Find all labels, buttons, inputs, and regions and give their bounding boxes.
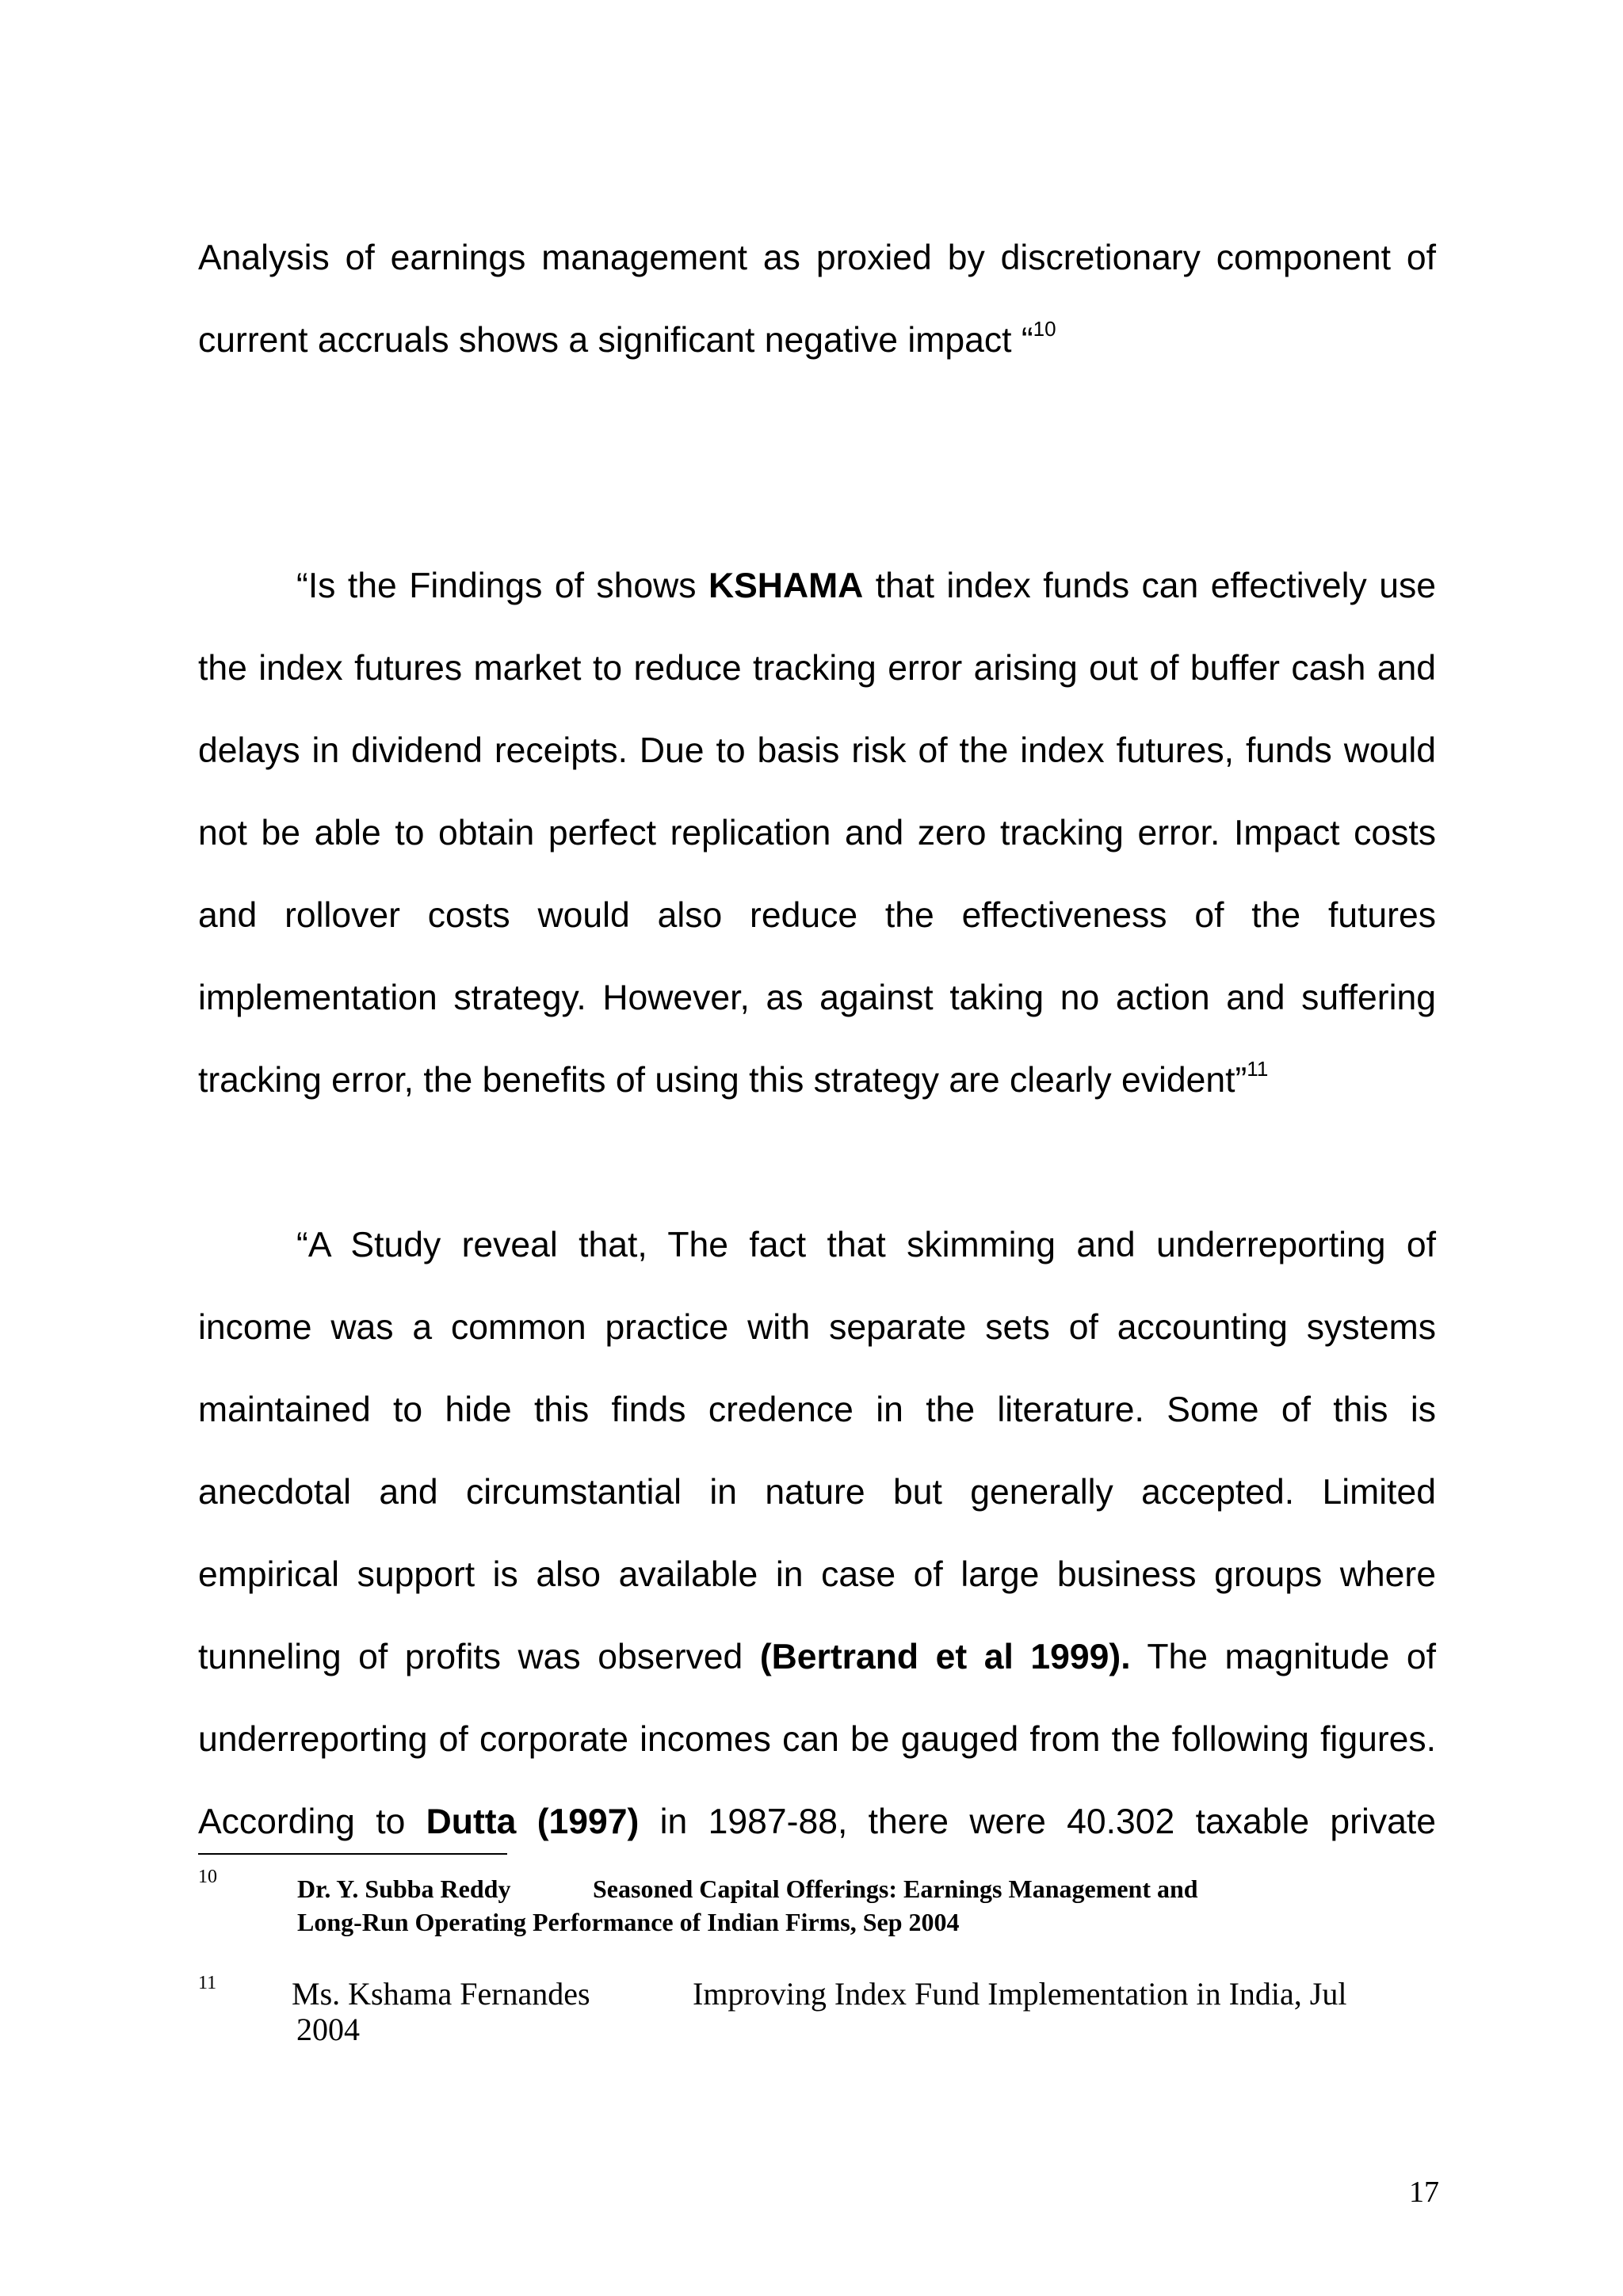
paragraph-2-line-2: the index futures market to reduce tracking error arising out of buffer cash and	[198, 649, 1436, 688]
paragraph-3-line-4: anecdotal and circumstantial in nature but generally accepted. Limited	[198, 1473, 1436, 1512]
paragraph-2-line-7-text: tracking error, the benefits of using this strategy are clearly evident”	[198, 1061, 1247, 1100]
paragraph-3-line-2: income was a common practice with separate sets of accounting systems	[198, 1308, 1436, 1347]
footnote-10-author: Dr. Y. Subba Reddy	[297, 1875, 511, 1903]
paragraph-2-line-1-start: “Is the Findings of shows	[296, 566, 708, 605]
paragraph-2-line-3: delays in dividend receipts. Due to basis risk of the index futures, funds would	[198, 731, 1436, 770]
footnote-11-number: 11	[198, 1973, 217, 1993]
paragraph-3-line-6	[198, 1634, 1436, 1681]
footnote-10-title-line-2: Long-Run Operating Performance of Indian Firms, Sep 2004	[297, 1908, 960, 1936]
footnote-11-author: Ms. Kshama Fernandes	[292, 1976, 590, 2012]
footnote-separator	[198, 1853, 507, 1855]
paragraph-2-line-6: implementation strategy. However, as against taking no action and suffering	[198, 978, 1436, 1017]
paragraph-1-line-2-text: current accruals shows a significant negative impact “	[198, 321, 1033, 360]
footnote-ref-11: 11	[1247, 1057, 1269, 1081]
footnote-10-title-line-1: Seasoned Capital Offerings: Earnings Management and	[593, 1875, 1198, 1903]
paragraph-3-line-5: empirical support is also available in case of large business groups where	[198, 1555, 1436, 1594]
page-number: 17	[1409, 2176, 1439, 2209]
paragraph-3-line-8	[198, 1798, 1436, 1846]
citation-bertrand: (Bertrand et al 1999).	[759, 1638, 1131, 1676]
paragraph-3-line-3: maintained to hide this finds credence in the literature. Some of this is	[198, 1390, 1436, 1429]
paragraph-3-line-6-end: The magnitude of	[1130, 1638, 1436, 1676]
paragraph-3-line-7: underreporting of corporate incomes can be gauged from the following figures.	[198, 1720, 1436, 1759]
year-1997: (1997)	[537, 1802, 640, 1841]
paragraph-2-line-1-end: that index funds can effectively use	[863, 566, 1436, 605]
paragraph-2-line-5: and rollover costs would also reduce the effectiveness of the futures	[198, 896, 1436, 935]
name-kshama: KSHAMA	[708, 566, 864, 605]
footnote-11-title-line-1: Improving Index Fund Implementation in India, Jul	[693, 1976, 1347, 2012]
footnote-11-title-line-2: 2004	[296, 2012, 360, 2047]
author-dutta: Dutta	[426, 1802, 517, 1841]
paragraph-2-line-1	[296, 563, 1436, 610]
paragraph-3-line-8-end: in 1987-88, there were 40.302 taxable private	[639, 1802, 1436, 1841]
paragraph-3-line-1: “A Study reveal that, The fact that skimming and underreporting of	[296, 1226, 1436, 1264]
footnote-ref-10: 10	[1033, 317, 1056, 341]
paragraph-3-line-6-start: tunneling of profits was observed	[198, 1638, 760, 1676]
paragraph-2-line-4: not be able to obtain perfect replication and zero tracking error. Impact costs	[198, 814, 1436, 852]
footnote-10-number: 10	[198, 1867, 217, 1887]
paragraph-2-line-7	[198, 1057, 1436, 1104]
paragraph-1-line-1: Analysis of earnings management as proxied by discretionary component of	[198, 238, 1436, 277]
paragraph-3-line-8-start: According to	[198, 1802, 426, 1841]
paragraph-1-line-2	[198, 317, 1436, 364]
